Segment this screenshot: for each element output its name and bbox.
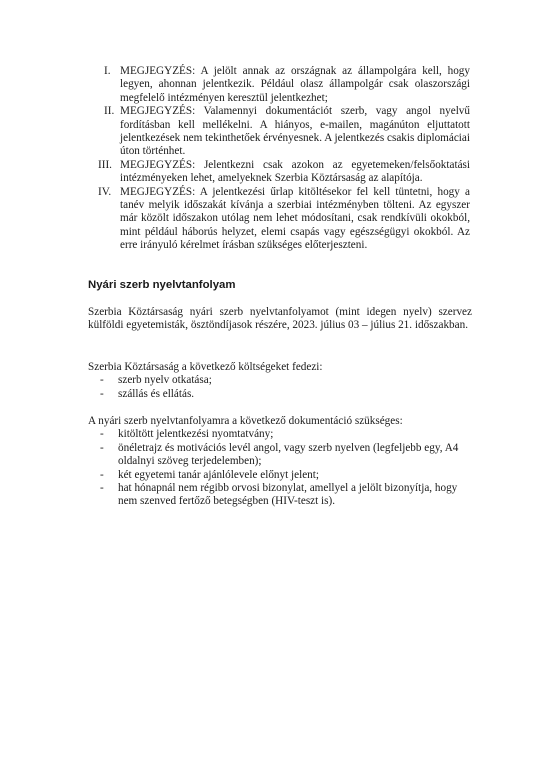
documents-block (88, 415, 472, 509)
note-number: II. (104, 105, 115, 118)
list-item-text: szállás és ellátás. (118, 387, 195, 400)
note-text: MEGJEGYZÉS: Valamennyi dokumentációt szerb, vagy angol nyelvű fordításban kell mellékelni. A hiányos, e-mailen, magánúton eljuttatott jelentkezések nem tekinthetőek érvényesnek. A jelentkezés csakis diplomáciai úton történhet. (120, 105, 470, 158)
note-item (98, 185, 470, 253)
note-text: MEGJEGYZÉS: Jelentkezni csak azokon az egyetemeken/felsőoktatási intézményeken lehet, amelyeknek Szerbia Köztársaság az alapítója. (120, 158, 470, 185)
note-item (98, 158, 470, 186)
dash-bullet: - (100, 482, 104, 495)
list-item (88, 374, 472, 387)
dash-bullet: - (100, 468, 104, 481)
dash-bullet: - (100, 441, 104, 454)
list-item (88, 442, 472, 469)
list-item-text: önéletrajz és motivációs levél angol, vagy szerb nyelven (legfeljebb egy, A4 oldalnyi szöveg terjedelemben); (118, 441, 459, 468)
note-number: III. (98, 158, 112, 171)
note-text: MEGJEGYZÉS: A jelölt annak az országnak az állampolgára kell, hogy legyen, ahonnan jelentkezik. Például olasz állampolgár csak olaszországi megfelelő intézményen keresztül jelentkezhet; (120, 65, 470, 104)
list-item (88, 482, 472, 509)
note-number: IV. (98, 185, 112, 198)
note-item (104, 65, 470, 105)
note-item (104, 105, 470, 159)
list-item-text: kitöltött jelentkezési nyomtatvány; (118, 428, 274, 441)
list-item (88, 469, 472, 482)
list-item-text: szerb nyelv otkatása; (118, 374, 212, 387)
list-item-text: két egyetemi tanár ajánlólevele előnyt jelent; (118, 468, 319, 481)
dash-bullet: - (100, 374, 104, 387)
dash-bullet: - (100, 387, 104, 400)
list-item-text: hat hónapnál nem régibb orvosi bizonylat, amellyel a jelölt bizonyítja, hogy nem szenved fertőző betegségben (HIV-teszt is). (118, 482, 458, 508)
note-text: MEGJEGYZÉS: A jelentkezési űrlap kitöltésekor fel kell tüntetni, hogy a tanév melyik időszakát kívánja a szerbiai intézményben tölteni. Az egyszer már közölt időszakon utólag nem lehet módosítani, csak rendkívüli okokból, mint például háborús helyzet, elemi csapás vagy egészségügyi okokból. Az erre irányuló kérelmet írásban szükséges előterjeszteni. (120, 185, 470, 252)
costs-block (88, 361, 472, 401)
costs-list (88, 374, 472, 401)
dash-bullet: - (100, 428, 104, 441)
documents-list (88, 428, 472, 508)
section-heading: Nyári szerb nyelvtanfolyam (88, 279, 236, 291)
note-number: I. (104, 65, 111, 77)
intro-paragraph: Szerbia Köztársaság nyári szerb nyelvtanfolyamot (mint idegen nyelv) szervez külföldi egyetemisták, ösztöndíjasok részére, 2023. július 03 – július 21. időszakban. (88, 306, 472, 332)
documents-intro: A nyári szerb nyelvtanfolyamra a következő dokumentáció szükséges: (88, 415, 403, 427)
notes-list (98, 65, 470, 253)
list-item (88, 388, 472, 401)
costs-intro: Szerbia Köztársaság a következő költségeket fedezi: (88, 361, 323, 373)
list-item (88, 428, 472, 441)
